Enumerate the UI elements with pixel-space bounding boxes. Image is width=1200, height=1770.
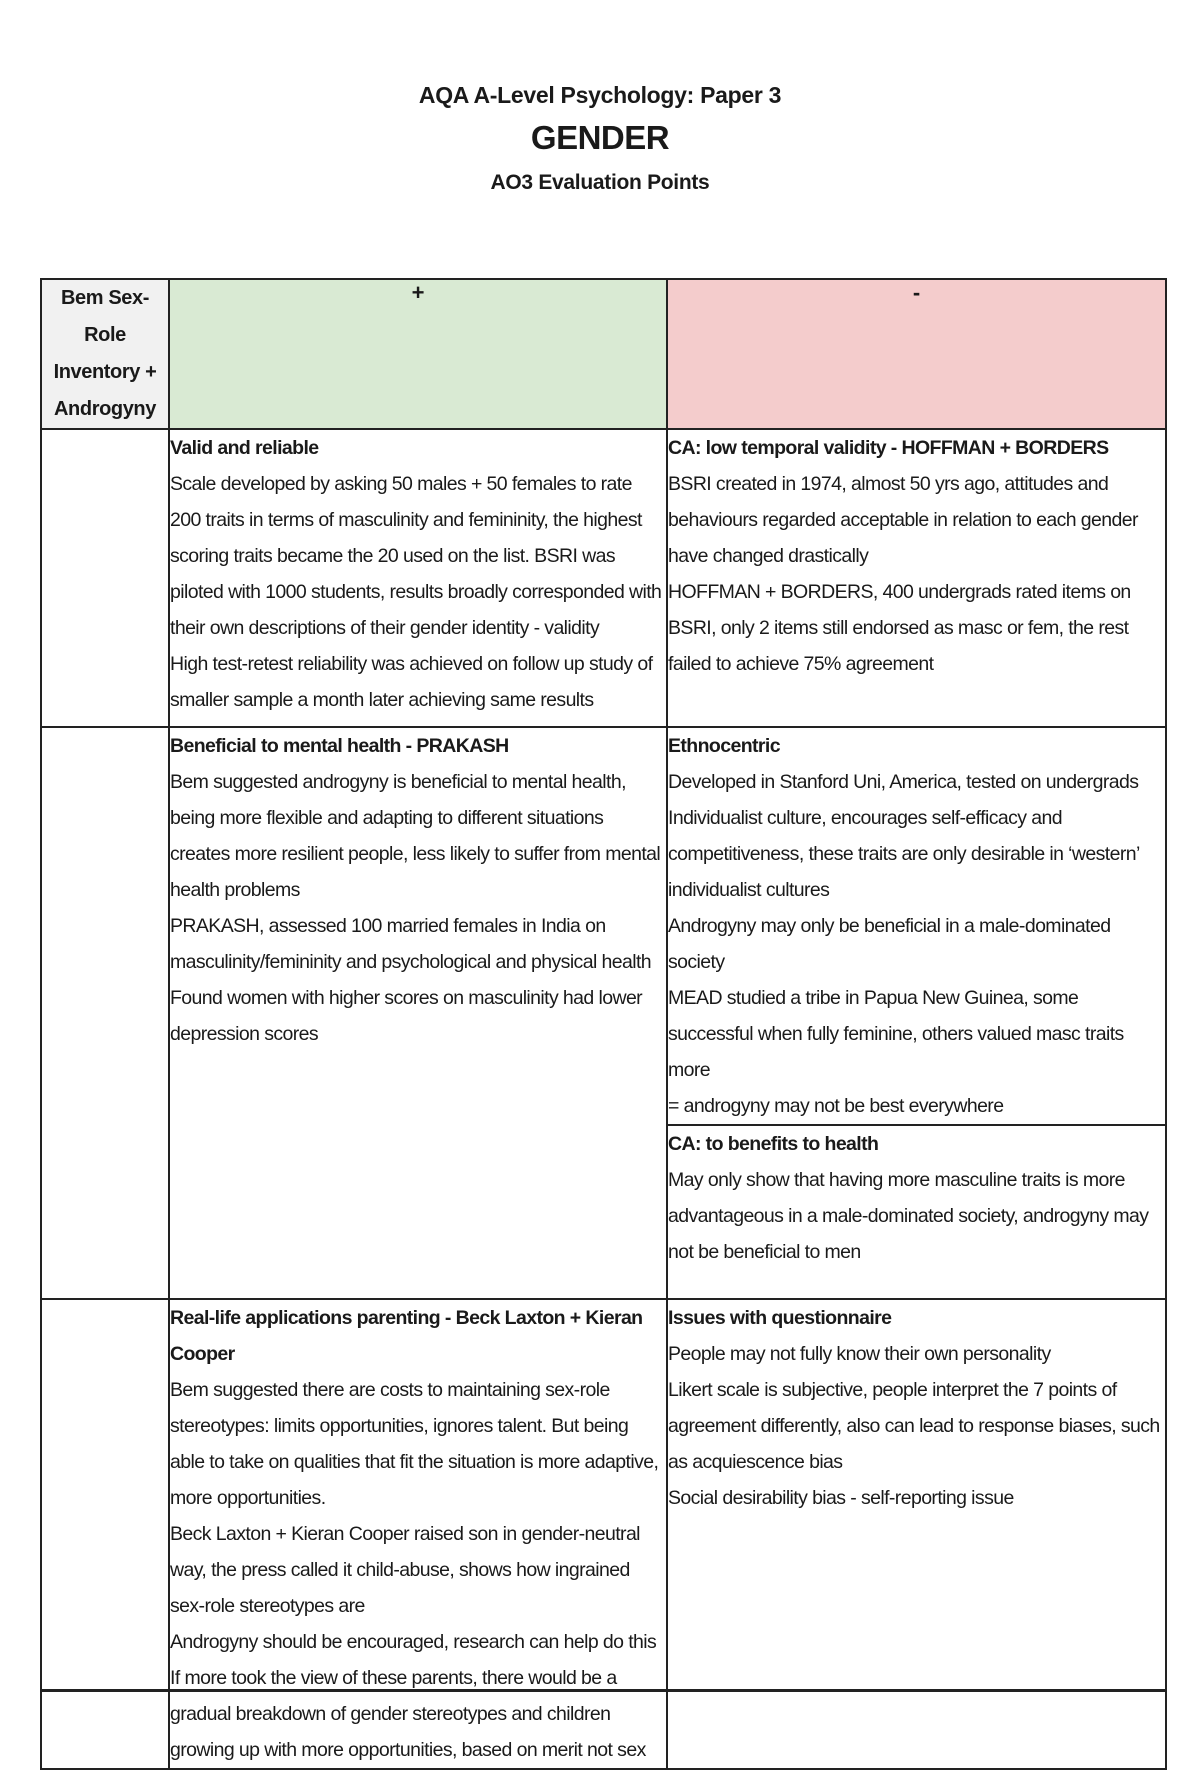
point-text: Androgyny may only be beneficial in a male-dominated society xyxy=(668,915,1111,973)
point-text: Beck Laxton + Kieran Cooper raised son in gender-neutral way, the press called it child-abuse, shows how ingrained sex-role stereotypes are xyxy=(170,1523,640,1617)
point-text: May only show that having more masculine traits is more advantageous in a male-dominated society, androgyny may not be beneficial to men xyxy=(668,1169,1149,1263)
point-text: BSRI created in 1974, almost 50 yrs ago, attitudes and behaviours regarded acceptable in relation to each gender have changed drastically xyxy=(668,473,1138,567)
point-title: Issues with questionnaire xyxy=(668,1307,892,1329)
point-text: MEAD studied a tribe in Papua New Guinea, some successful when fully feminine, others valued masc traits more xyxy=(668,987,1124,1081)
point-text: = androgyny may not be best everywhere xyxy=(668,1095,1004,1117)
point-text: Scale developed by asking 50 males + 50 females to rate 200 traits in terms of masculinity and femininity, the highest scoring traits became the 20 used on the list. BSRI was piloted with 1000 students, results broadly corresponded with their own descriptions of their gender identity - validity xyxy=(170,473,662,639)
point-text: High test-retest reliability was achieved on follow up study of smaller sample a month later achieving same results xyxy=(170,653,653,711)
point-text: Developed in Stanford Uni, America, tested on undergrads xyxy=(668,771,1139,793)
weakness-cell xyxy=(667,1299,1166,1769)
point-text: Individualist culture, encourages self-efficacy and competitiveness, these traits are only desirable in ‘western’ individualist cultures xyxy=(668,807,1140,901)
strengths-header: + xyxy=(169,279,667,429)
strength-cell xyxy=(169,1299,667,1769)
point-title: CA: low temporal validity - HOFFMAN + BORDERS xyxy=(668,437,1109,459)
point-text: If more took the view of these parents, there would be a gradual breakdown of gender stereotypes and children growing up with more opportunities, based on merit not sex xyxy=(170,1667,646,1761)
topic-cell xyxy=(41,1299,169,1769)
evaluation-table xyxy=(40,278,1167,1770)
table-row xyxy=(41,1299,1166,1769)
page-divider xyxy=(40,1689,1165,1692)
point-text: People may not fully know their own personality xyxy=(668,1343,1051,1365)
point-text: Social desirability bias - self-reporting issue xyxy=(668,1487,1014,1509)
weaknesses-header: - xyxy=(667,279,1166,429)
topic-cell xyxy=(41,429,169,727)
point-title: Real-life applications parenting - Beck Laxton + Kieran Cooper xyxy=(170,1307,643,1365)
topic-header: Bem Sex-Role Inventory + Androgyny xyxy=(41,279,169,429)
document-subtitle: AQA A-Level Psychology: Paper 3 xyxy=(418,82,782,108)
point-title: CA: to benefits to health xyxy=(668,1133,879,1155)
point-title: Ethnocentric xyxy=(668,735,780,757)
point-text: Bem suggested androgyny is beneficial to mental health, being more flexible and adapting to different situations creates more resilient people, less likely to suffer from mental health problems xyxy=(170,771,661,901)
point-text: PRAKASH, assessed 100 married females in India on masculinity/femininity and psychological and physical health xyxy=(170,915,652,973)
weakness-cell xyxy=(667,1125,1166,1299)
weakness-cell xyxy=(667,727,1166,1125)
point-text: Bem suggested there are costs to maintaining sex-role stereotypes: limits opportunities, ignores talent. But being able to take on qualities that fit the situation is more adaptive, more opportunities. xyxy=(170,1379,659,1509)
point-text: Found women with higher scores on masculinity had lower depression scores xyxy=(170,987,643,1045)
strength-cell xyxy=(169,429,667,727)
weakness-cell xyxy=(667,429,1166,727)
document-title: GENDER xyxy=(530,119,670,156)
point-text: Likert scale is subjective, people interpret the 7 points of agreement differently, also can lead to response biases, such as acquiescence bias xyxy=(668,1379,1160,1473)
table-header-row xyxy=(41,279,1166,429)
point-title: Valid and reliable xyxy=(170,437,319,459)
document-header xyxy=(0,82,1200,195)
table-row xyxy=(41,429,1166,727)
table-row xyxy=(41,727,1166,1125)
strength-cell xyxy=(169,727,667,1299)
point-text: Androgyny should be encouraged, research can help do this xyxy=(170,1631,657,1653)
section-heading: AO3 Evaluation Points xyxy=(490,171,710,194)
point-text: HOFFMAN + BORDERS, 400 undergrads rated items on BSRI, only 2 items still endorsed as masc or fem, the rest failed to achieve 75% agreement xyxy=(668,581,1131,675)
topic-cell xyxy=(41,727,169,1299)
point-title: Beneficial to mental health - PRAKASH xyxy=(170,735,509,757)
